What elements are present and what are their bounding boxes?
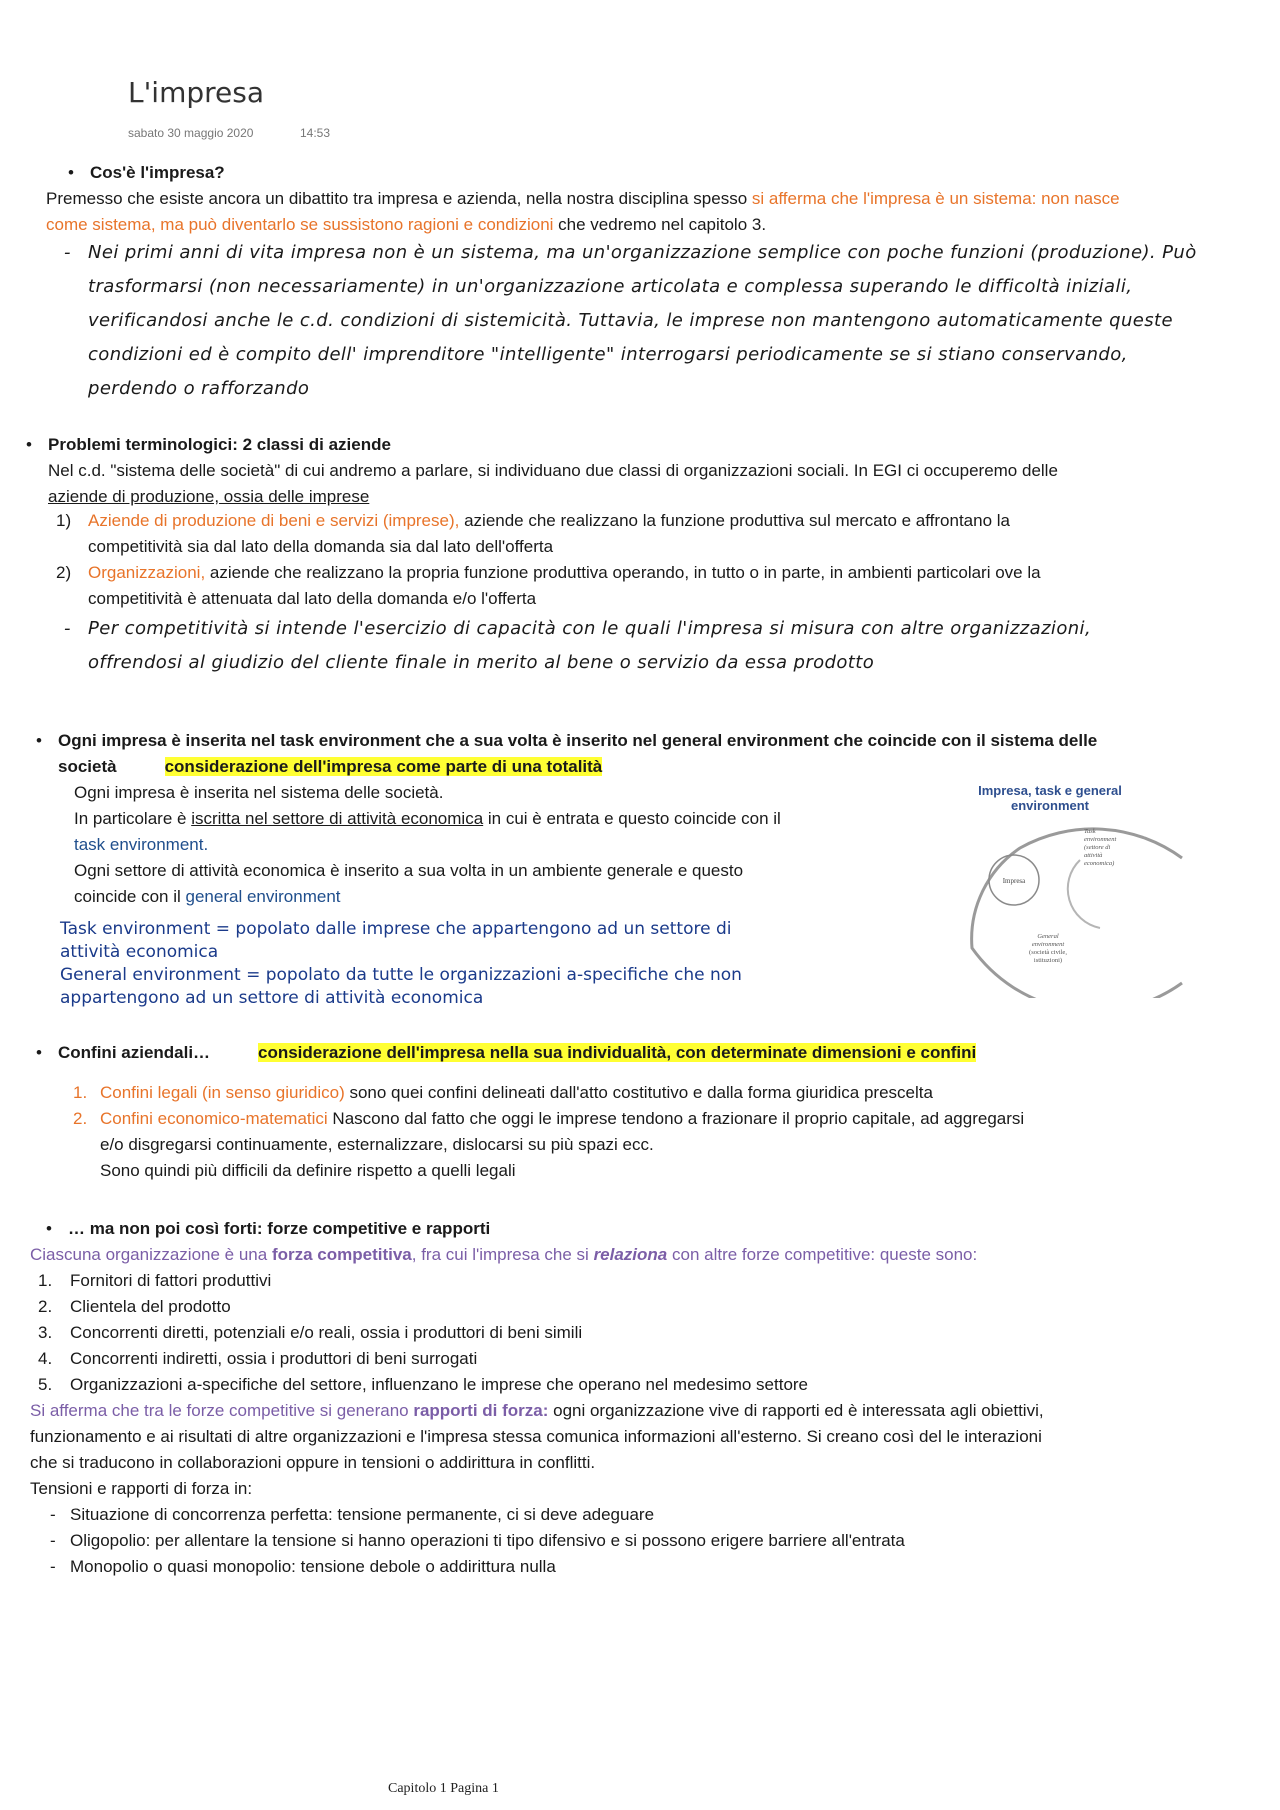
section-heading-environment: • Ogni impresa è inserita nel task environment che a sua volta è inserito nel general environment che coincide con il sistema delle società considerazione dell'impresa come parte di una totalità [36, 728, 1266, 780]
diagram-task-label: environment [1084, 836, 1117, 843]
rapporti-paragraph: Si afferma che tra le forze competitive si generano rapporti di forza: ogni organizzazione vive di rapporti ed è interessata agli obiettivi, funzionamento e ai risultati di altre organizzazioni e l'impresa stessa comunica informazioni all'esterno. Si creano così del le interazioni che si traducono in collaborazioni oppure in tensioni o addirittura in conflitti. Tensioni e rapporti di forza in: [30, 1401, 1044, 1498]
forze-paragraph: Ciascuna organizzazione è una forza competitiva, fra cui l'impresa che si relaziona con altre forze competitive: queste sono: [30, 1245, 978, 1264]
diagram-general-label: (società civile, [1029, 949, 1067, 956]
bullet-icon: • [68, 163, 74, 182]
classi-paragraph: Nel c.d. "sistema delle società" di cui andremo a parlare, si individuano due classi di organizzazioni sociali. In EGI ci occuperemo delle aziende di produzione, ossia delle imprese [48, 461, 1058, 506]
dash-icon: - [50, 1557, 56, 1576]
handwritten-note-system: - Nei primi anni di vita impresa non è un sistema, ma un'organizzazione semplice con poche funzioni (produzione). Può trasformarsi (non necessariamente) in un'organizzazione articolata e complessa superando le difficoltà iniziali, verificandosi anche le c.d. condizioni di sistemicità. Tuttavia, le imprese non mantengono automaticamente queste condizioni ed è compito dell' imprenditore "intelligente" interrogarsi periodicamente se si stiano conservando, perdendo o rafforzando [88, 236, 1268, 406]
diagram-impresa-label: Impresa [1002, 877, 1026, 885]
list-item: 5. Organizzazioni a-specifiche del settore, influenzano le imprese che operano nel medesimo settore [38, 1375, 809, 1394]
list-item: 2. Clientela del prodotto [38, 1297, 231, 1316]
diagram-general-label: General [1037, 933, 1059, 940]
list-item: 4. Concorrenti indiretti, ossia i produttori di beni surrogati [38, 1349, 478, 1368]
tensioni-list [50, 1502, 1220, 1580]
diagram-general-label: environment [1031, 941, 1065, 948]
diagram-title-2: environment [1010, 798, 1090, 813]
bullet-icon: • [36, 1043, 42, 1062]
list-item: 1. Fornitori di fattori produttivi [38, 1271, 272, 1290]
diagram-task-label: economica) [1084, 860, 1115, 867]
section-heading-confini: • Confini aziendali… [36, 1040, 210, 1066]
diagram-task-label: (settore di [1084, 844, 1111, 851]
section-heading-problemi: • Problemi terminologici: 2 classi di aziende [26, 432, 391, 458]
confini-list: 1. Confini legali (in senso giuridico) sono quei confini delineati dall'atto costitutivo e dalla forma giuridica prescelta 2. Confini economico-matematici Nascono dal fatto che oggi le imprese tendono a frazionare il proprio capitale, ad aggregarsi e/o disgregarsi continuamente, esternalizzare, dislocarsi su più spazi ecc. Sono quindi più difficili da definire rispetto a quelli legali [73, 1083, 1025, 1180]
environment-diagram [950, 778, 1200, 998]
task-environment-arc [1068, 860, 1100, 928]
handwritten-note-competitivita: - Per competitività si intende l'esercizio di capacità con le quali l'impresa si misura con altre organizzazioni, offrendosi al giudizio del cliente finale in merito al bene o servizio da essa prodotto [88, 612, 1268, 680]
diagram-general-label: istituzioni) [1033, 957, 1063, 964]
section-heading-forze: • … ma non poi così forti: forze competitive e rapporti [46, 1216, 490, 1242]
intro-paragraph: Premesso che esiste ancora un dibattito tra impresa e azienda, nella nostra disciplina spesso si afferma che l'impresa è un sistema: non nasce come sistema, ma può diventarlo se sussistono ragioni e condizioni che vedremo nel capitolo 3. [46, 189, 1120, 234]
section-heading-cosa-impresa: • Cos'è l'impresa? [68, 160, 225, 186]
bullet-icon: • [26, 435, 32, 454]
diagram-title-1: Impresa, task e general [978, 783, 1122, 798]
list-item: - Monopolio o quasi monopolio: tensione debole o addirittura nulla [70, 1554, 1220, 1580]
page-date: sabato 30 maggio 2020 [128, 126, 254, 140]
dash-icon: - [64, 242, 71, 263]
bullet-icon: • [46, 1219, 52, 1238]
dash-icon: - [50, 1505, 56, 1524]
dash-icon: - [64, 618, 71, 639]
environment-paragraph: Ogni impresa è inserita nel sistema delle società. In particolare è iscritta nel settore di attività economica in cui è entrata e questo coincide con il task environment. Ogni settore di attività economica è inserito a sua volta in un ambiente generale e questo coincide con il general environment [74, 783, 781, 906]
page-footer: Capitolo 1 Pagina 1 [388, 1781, 499, 1796]
page-time: 14:53 [300, 126, 331, 140]
handwritten-note-environment: Task environment = popolato dalle imprese che appartengono ad un settore di attività economica General environment = popolato da tutte le organizzazioni a-specifiche che non appartengono ad un settore di attività economica [60, 919, 742, 1008]
list-item: - Oligopolio: per allentare la tensione si hanno operazioni ti tipo difensivo e si possono erigere barriere all'entrata [70, 1528, 1220, 1554]
list-item: - Situazione di concorrenza perfetta: tensione permanente, ci si deve adeguare [70, 1502, 1220, 1528]
classi-list: 1) Aziende di produzione di beni e servizi (imprese), aziende che realizzano la funzione produttiva sul mercato e affrontano la competitività sia dal lato della domanda sia dal lato dell'offerta 2) Organizzazioni, aziende che realizzano la propria funzione produttiva operando, in tutto o in parte, in ambienti particolari ove la competitività è attenuata dal lato della domanda e/o l'offerta [56, 511, 1041, 608]
page-title: L'impresa [128, 76, 264, 109]
highlight-individualita: considerazione dell'impresa nella sua individualità, con determinate dimensioni e confini [258, 1043, 977, 1062]
diagram-task-label: Task [1084, 828, 1096, 835]
diagram-task-label: attività [1084, 852, 1103, 859]
highlight-totalita: considerazione dell'impresa come parte di una totalità [164, 757, 603, 776]
bullet-icon: • [36, 731, 42, 750]
forze-list [38, 1268, 1220, 1398]
list-item: 3. Concorrenti diretti, potenziali e/o reali, ossia i produttori di beni simili [38, 1323, 583, 1342]
dash-icon: - [50, 1531, 56, 1550]
